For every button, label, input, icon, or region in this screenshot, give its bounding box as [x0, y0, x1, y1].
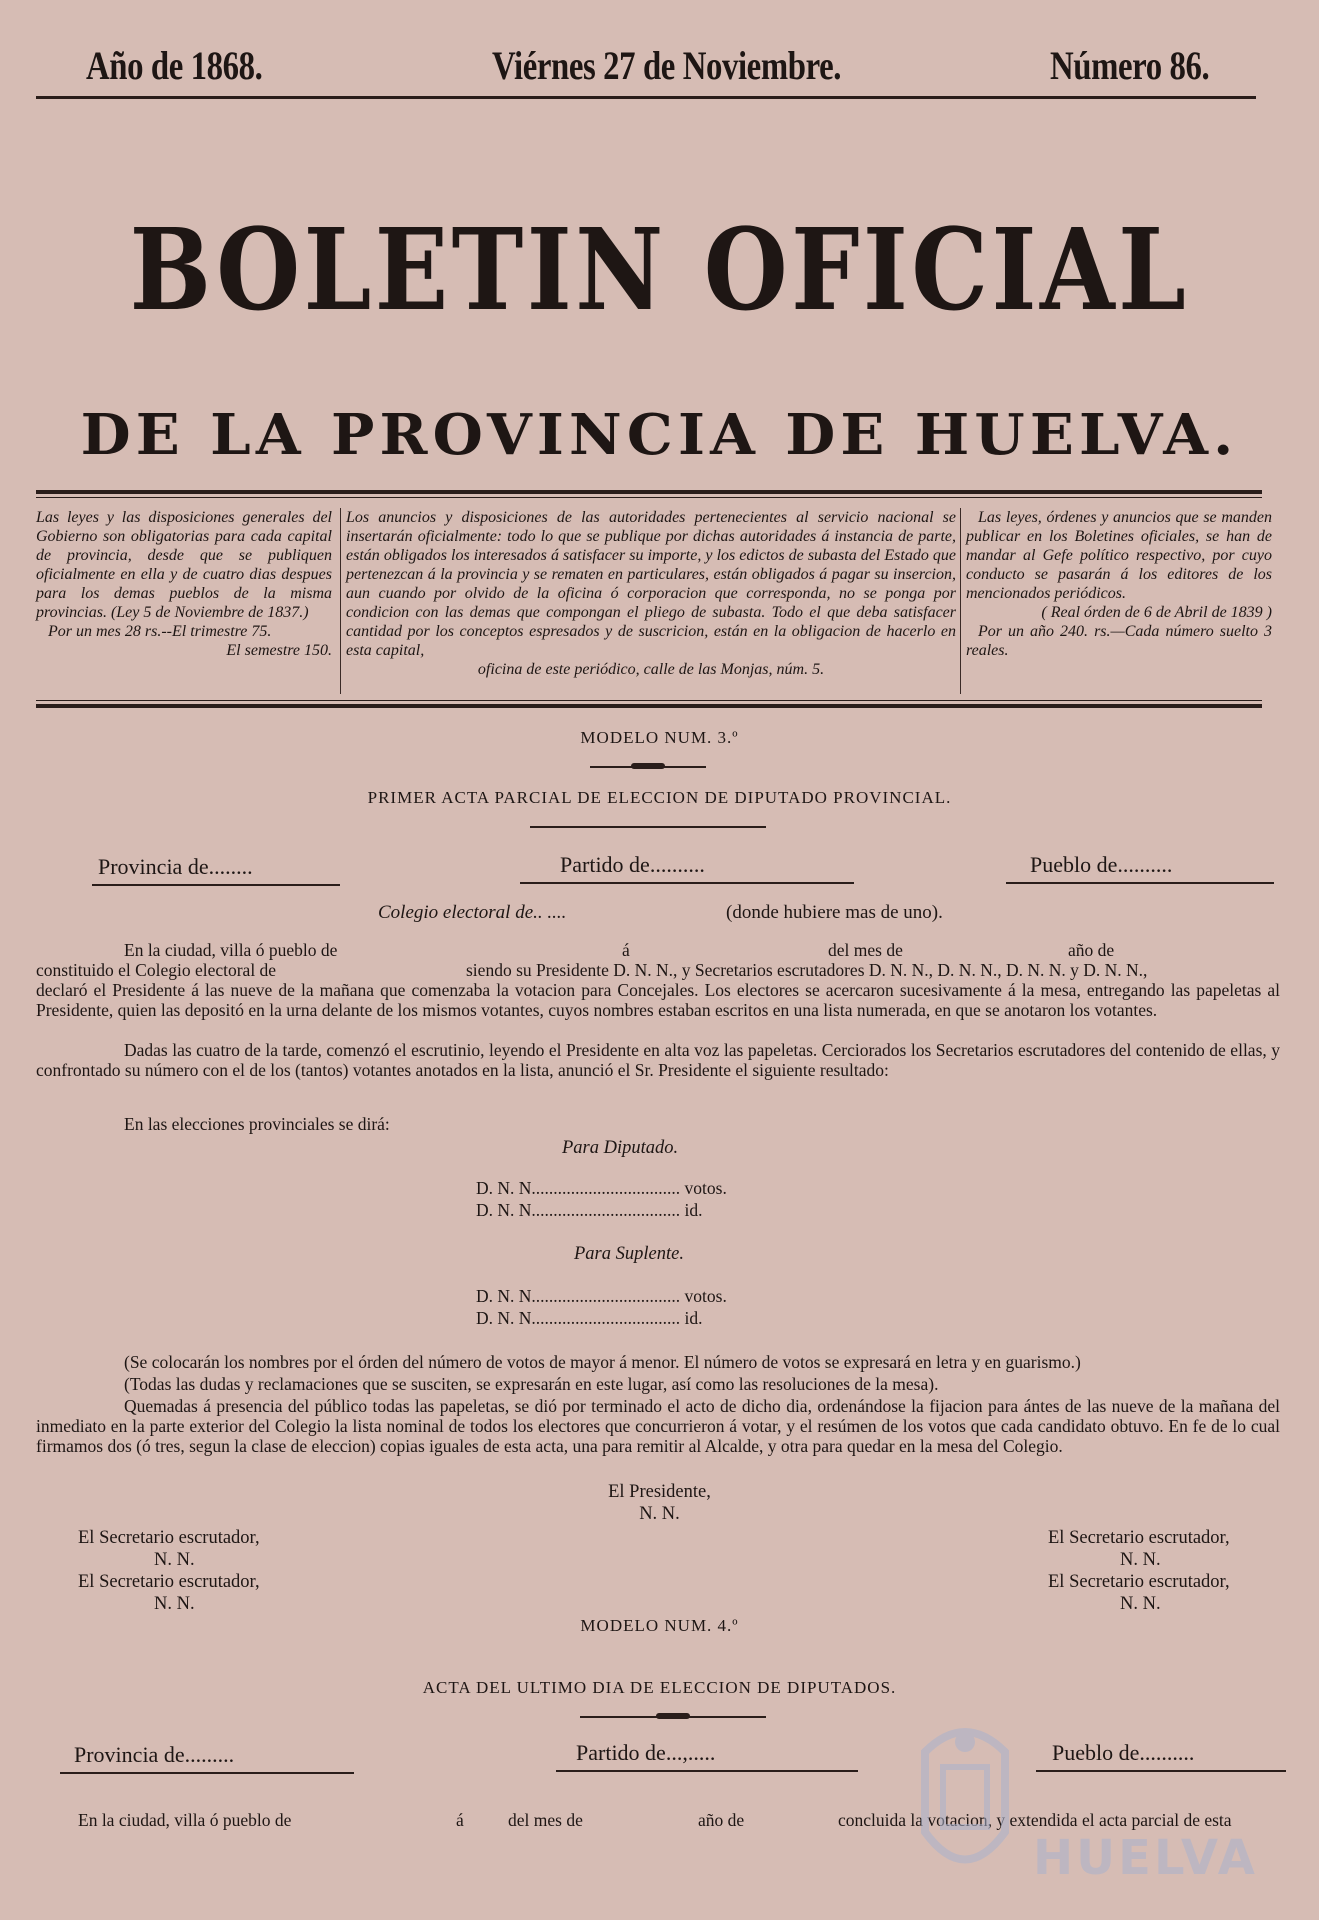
info-column-middle	[346, 508, 956, 679]
modelo3-paragraph-3: Quemadas á presencia del público todas las papeletas, se dió por terminado el acto de dicho dia, ordenándose la fijacion para ántes de las nueve de la mañana del inmediato en la parte exterior del Colegio la lista nominal de todos los electores que concurrieron á votar, y el resúmen de los votos que cada candidato obtuvo. En fe de lo cual firmamos dos (ó tres, segun la clase de eleccion) copias iguales de esta acta, una para remitir al Alcalde, y otra para quedar en la mesa del Colegio.	[36, 1396, 1280, 1456]
info-column-left	[36, 508, 332, 660]
field-underline	[556, 1770, 858, 1772]
field-underline	[1036, 1770, 1286, 1772]
info-left-price-2: El semestre 150.	[226, 642, 332, 659]
columns-rule-thin	[36, 700, 1262, 701]
modelo3-line2-a: constituido el Colegio electoral de	[36, 960, 277, 980]
modelo4-line-c: del mes de	[508, 1810, 583, 1830]
provincia-field: Provincia de........	[98, 854, 253, 879]
suplente-line-1: D. N. N.................................. votos.	[476, 1286, 727, 1306]
modelo3-note-1: (Se colocarán los nombres por el órden del número de votos de mayor á menor. El número de votos se expresará en letra y en guarismo.)	[124, 1352, 1081, 1372]
modelo3-line1-d: año de	[1068, 940, 1115, 960]
modelo4-line-b: á	[456, 1810, 464, 1830]
masthead-title: BOLETIN OFICIAL	[129, 205, 1190, 336]
modelo3-line2-b: siendo su Presidente D. N. N., y Secretarios escrutadores D. N. N., D. N. N., D. N. N. y D. N. N.,	[466, 960, 1148, 980]
colegio-note: (donde hubiere mas de uno).	[726, 902, 943, 923]
modelo3-note-2: (Todas las dudas y reclamaciones que se susciten, se expresarán en este lugar, así como las resoluciones de la mesa).	[124, 1374, 939, 1394]
modelo3-line1-a: En la ciudad, villa ó pueblo de	[124, 940, 338, 960]
info-middle-address: oficina de este periódico, calle de las Monjas, núm. 5.	[477, 661, 825, 678]
modelo3-heading: MODELO NUM. 3.º	[580, 728, 739, 747]
info-right-decree: ( Real órden de 6 de Abril de 1839 )	[1041, 604, 1272, 621]
modelo4-heading: MODELO NUM. 4.º	[580, 1616, 739, 1635]
modelo3-subheading: PRIMER ACTA PARCIAL DE ELECCION DE DIPUTADO PROVINCIAL.	[367, 788, 952, 807]
masthead-rule-thin	[36, 497, 1262, 498]
field-underline	[60, 1772, 354, 1774]
modelo4-line-d: año de	[698, 1810, 745, 1830]
secretario-right-2: El Secretario escrutador,	[1048, 1572, 1230, 1592]
field-underline	[92, 884, 340, 886]
column-separator	[960, 508, 961, 694]
info-middle-text: Los anuncios y disposiciones de las autoridades pertenecientes al servicio nacional se insertarán oficialmente: todo lo que se publique por dichas autoridades á instancia de parte, están obligados los interesados á satisfacer su importe, y los edictos de subasta del Estado que pertenezcan á la provincia y se rematen en particulares, están obligados á pagar su insercion, aun cuando por olvido de la oficina ó corporacion que corresponda, no se ponga por condicion con las demas que compongan el pliego de subasta. Todo el que deba satisfacer cantidad por los conceptos espresados y de suscricion, están en la obligacion de hacerlo en esta capital,	[346, 509, 956, 659]
issue-number: Número 86.	[1050, 43, 1210, 88]
diputado-line-1: D. N. N.................................. votos.	[476, 1178, 727, 1198]
issue-year: Año de 1868.	[86, 43, 263, 88]
provinciales-note: En las elecciones provinciales se dirá:	[124, 1114, 390, 1134]
info-left-text: Las leyes y las disposiciones generales del Gobierno son obligatorias para cada capital de provincia, desde que se publiquen oficialmente en ella y de cuatro dias despues para los demas pueblos de la misma provincias. (Ley 5 de Noviembre de 1837.)	[36, 509, 332, 621]
secretario-right-1-name: N. N.	[1120, 1550, 1161, 1570]
colegio-field: Colegio electoral de.. ....	[378, 902, 567, 923]
info-left-price-1: Por un mes 28 rs.--El trimestre 75.	[48, 623, 272, 640]
masthead-subtitle: DE LA PROVINCIA DE HUELVA.	[80, 402, 1239, 468]
info-right-text: Las leyes, órdenes y anuncios que se manden publicar en los Boletines oficiales, se han de mandar al Gefe político respectivo, por cuyo conducto se pasarán á los editores de los mencionados periódicos.	[966, 509, 1272, 602]
partido-field: Partido de..........	[560, 852, 705, 877]
modelo4-line-a: En la ciudad, villa ó pueblo de	[78, 1810, 292, 1830]
pueblo-field: Pueblo de..........	[1030, 852, 1173, 877]
para-suplente: Para Suplente.	[574, 1244, 684, 1264]
modelo4-partido-field: Partido de...,.....	[576, 1740, 716, 1765]
para-diputado: Para Diputado.	[562, 1138, 679, 1158]
issue-date: Viérnes 27 de Noviembre.	[492, 43, 842, 88]
secretario-left-1-name: N. N.	[154, 1550, 195, 1570]
presidente-name: N. N.	[639, 1504, 680, 1524]
secretario-left-1: El Secretario escrutador,	[78, 1528, 260, 1548]
watermark-text: HUELVA	[1033, 1830, 1258, 1886]
modelo3-line1-b: á	[622, 940, 630, 960]
header-rule	[36, 96, 1256, 99]
info-right-price: Por un año 240. rs.—Cada número suelto 3 reales.	[966, 623, 1272, 659]
diputado-line-2: D. N. N.................................. id.	[476, 1200, 703, 1220]
coat-of-arms-icon	[905, 1712, 1025, 1892]
modelo4-provincia-field: Provincia de.........	[74, 1742, 235, 1767]
modelo3-paragraph-1: declaró el Presidente á las nueve de la mañana que comenzaba la votacion para Concejales. Los electores se acercaron sucesivamente á la mesa, entregando las papeletas al Presidente, quien las depositó en la urna delante de los mismos votantes, cuyos nombres estaban escritos en una lista numerada, en que se anotaron los votantes.	[36, 980, 1280, 1020]
info-column-right	[966, 508, 1272, 660]
field-underline	[520, 882, 854, 884]
modelo4-line-e: concluida la votacion, y extendida el acta parcial de esta	[838, 1810, 1232, 1830]
column-separator	[340, 508, 341, 694]
secretario-right-1: El Secretario escrutador,	[1048, 1528, 1230, 1548]
secretario-right-2-name: N. N.	[1120, 1594, 1161, 1614]
ornament-divider	[530, 826, 766, 828]
modelo3-paragraph-2: Dadas las cuatro de la tarde, comenzó el escrutinio, leyendo el Presidente en alta voz las papeletas. Cerciorados los Secretarios escrutadores del contenido de ellas, y confrontado su número con el de los (tantos) votantes anotados en la lista, anunció el Sr. Presidente el siguiente resultado:	[36, 1040, 1280, 1080]
presidente-label: El Presidente,	[608, 1482, 711, 1502]
suplente-line-2: D. N. N.................................. id.	[476, 1308, 703, 1328]
masthead-rule-top	[36, 490, 1262, 494]
field-underline	[1006, 882, 1274, 884]
secretario-left-2: El Secretario escrutador,	[78, 1572, 260, 1592]
modelo3-line1-c: del mes de	[828, 940, 903, 960]
modelo4-subheading: ACTA DEL ULTIMO DIA DE ELECCION DE DIPUTADOS.	[422, 1678, 897, 1697]
ornament-center	[656, 1713, 690, 1719]
ornament-center	[631, 763, 665, 769]
columns-rule-bottom	[36, 704, 1262, 708]
modelo4-pueblo-field: Pueblo de..........	[1052, 1740, 1195, 1765]
secretario-left-2-name: N. N.	[154, 1594, 195, 1614]
